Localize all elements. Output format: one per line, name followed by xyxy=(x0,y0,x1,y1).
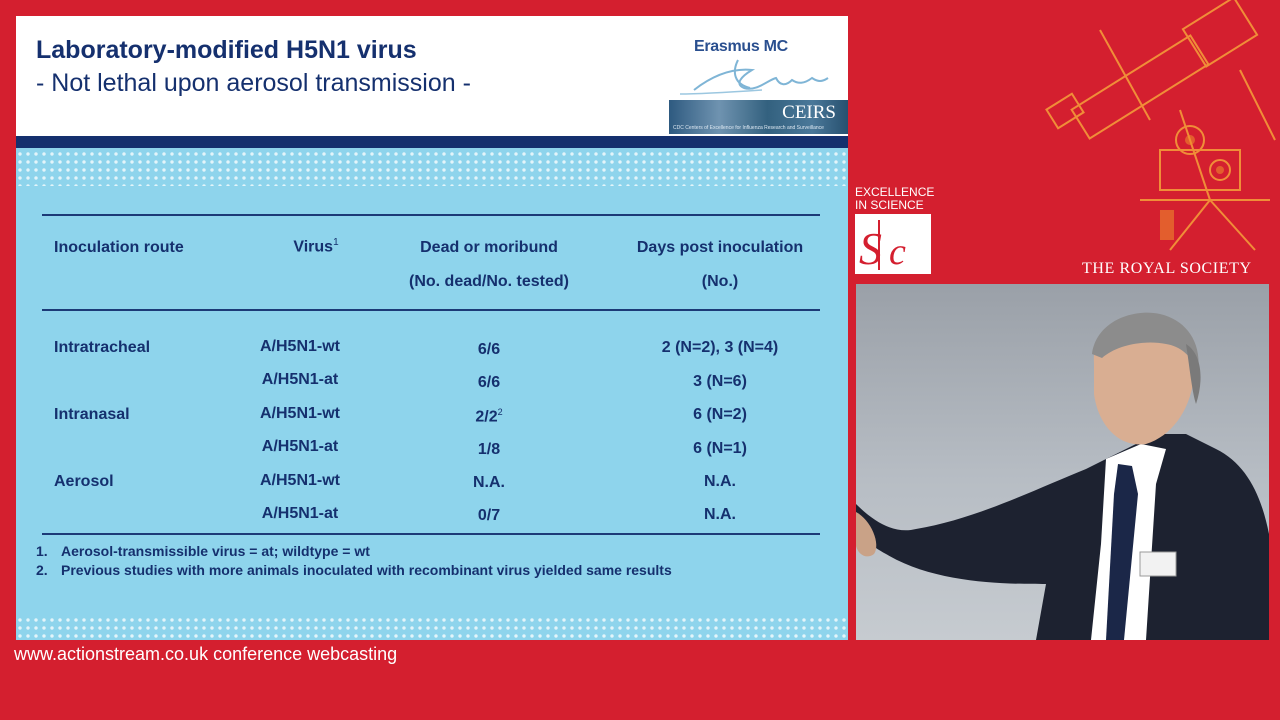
webcast-footer-text: www.actionstream.co.uk conference webcasting xyxy=(14,644,398,664)
header-divider-band xyxy=(16,136,848,148)
royal-society-wordmark: THE ROYAL SOCIETY xyxy=(1082,260,1252,277)
header-days-subtitle: (No.) xyxy=(701,273,739,290)
footnote-text: Aerosol-transmissible virus = at; wildtype = wt xyxy=(61,543,370,559)
header-virus-label: Virus xyxy=(293,238,334,256)
virus-cell: A/H5N1-wt xyxy=(259,472,341,489)
excellence-line: EXCELLENCE xyxy=(855,185,935,199)
header-days-post-inoculation: Days post inoculation xyxy=(636,239,804,256)
days-cell: 6 (N=2) xyxy=(693,406,747,423)
header-dead-subtitle: (No. dead/No. tested) xyxy=(408,273,570,290)
ceirs-logo xyxy=(669,100,848,134)
virus-cell: A/H5N1-wt xyxy=(259,338,341,355)
days-cell: 3 (N=6) xyxy=(693,373,747,390)
dead-cell xyxy=(475,407,502,426)
footnote xyxy=(36,562,672,578)
presentation-slide xyxy=(16,16,848,640)
erasmus-signature-icon xyxy=(672,54,832,98)
svg-text:c: c xyxy=(889,231,906,273)
dead-cell-footnote-mark: 2 xyxy=(497,407,503,417)
days-cell: 6 (N=1) xyxy=(693,440,747,457)
slide-title: Laboratory-modified H5N1 virus xyxy=(36,36,417,64)
dot-pattern-bottom xyxy=(16,616,848,640)
days-cell: N.A. xyxy=(704,473,736,490)
excellence-in-science-text xyxy=(855,186,934,212)
ceirs-logo-subtext: CDC Centers of Excellence for Influenza Research and Surveillance xyxy=(673,125,824,131)
dot-pattern-top xyxy=(16,150,848,186)
table-top-rule xyxy=(42,214,820,216)
table-header-rule xyxy=(42,309,820,311)
excellence-line: IN SCIENCE xyxy=(855,198,924,212)
route-label: Intranasal xyxy=(54,406,130,423)
virus-cell: A/H5N1-wt xyxy=(259,405,341,422)
slide-body xyxy=(16,148,848,640)
header-dead-or-moribund: Dead or moribund xyxy=(420,239,558,256)
ceirs-logo-text: CEIRS xyxy=(782,102,836,123)
dead-cell: 6/6 xyxy=(477,341,501,358)
footnote xyxy=(36,543,370,559)
footnote-number: 1. xyxy=(36,543,48,559)
virus-cell: A/H5N1-at xyxy=(261,371,339,388)
royal-society-se-logo-icon xyxy=(855,214,931,274)
dead-cell: 1/8 xyxy=(477,441,501,458)
slide-subtitle: - Not lethal upon aerosol transmission - xyxy=(36,69,471,97)
speaker-figure-icon xyxy=(856,284,1269,640)
footnote-number: 2. xyxy=(36,562,48,578)
route-label: Intratracheal xyxy=(54,339,151,356)
header-virus xyxy=(293,237,338,256)
dead-cell: N.A. xyxy=(473,474,505,491)
svg-text:S: S xyxy=(859,223,882,274)
dead-cell-value: 2/2 xyxy=(475,408,498,426)
telescope-illustration-icon xyxy=(1040,0,1280,260)
dead-cell: 0/7 xyxy=(477,507,501,524)
slide-header xyxy=(16,16,848,136)
header-inoculation-route: Inoculation route xyxy=(54,239,184,256)
table-bottom-rule xyxy=(42,533,820,535)
erasmus-mc-logo: Erasmus MC xyxy=(694,38,788,55)
virus-cell: A/H5N1-at xyxy=(261,505,339,522)
speaker-video-feed xyxy=(856,284,1269,640)
footnote-text: Previous studies with more animals inoculated with recombinant virus yielded same results xyxy=(61,562,672,578)
days-cell: 2 (N=2), 3 (N=4) xyxy=(661,339,779,356)
virus-cell: A/H5N1-at xyxy=(261,438,339,455)
route-label: Aerosol xyxy=(54,473,114,490)
header-virus-footnote-mark: 1 xyxy=(333,237,339,248)
days-cell: N.A. xyxy=(704,506,736,523)
dead-cell: 6/6 xyxy=(477,374,501,391)
